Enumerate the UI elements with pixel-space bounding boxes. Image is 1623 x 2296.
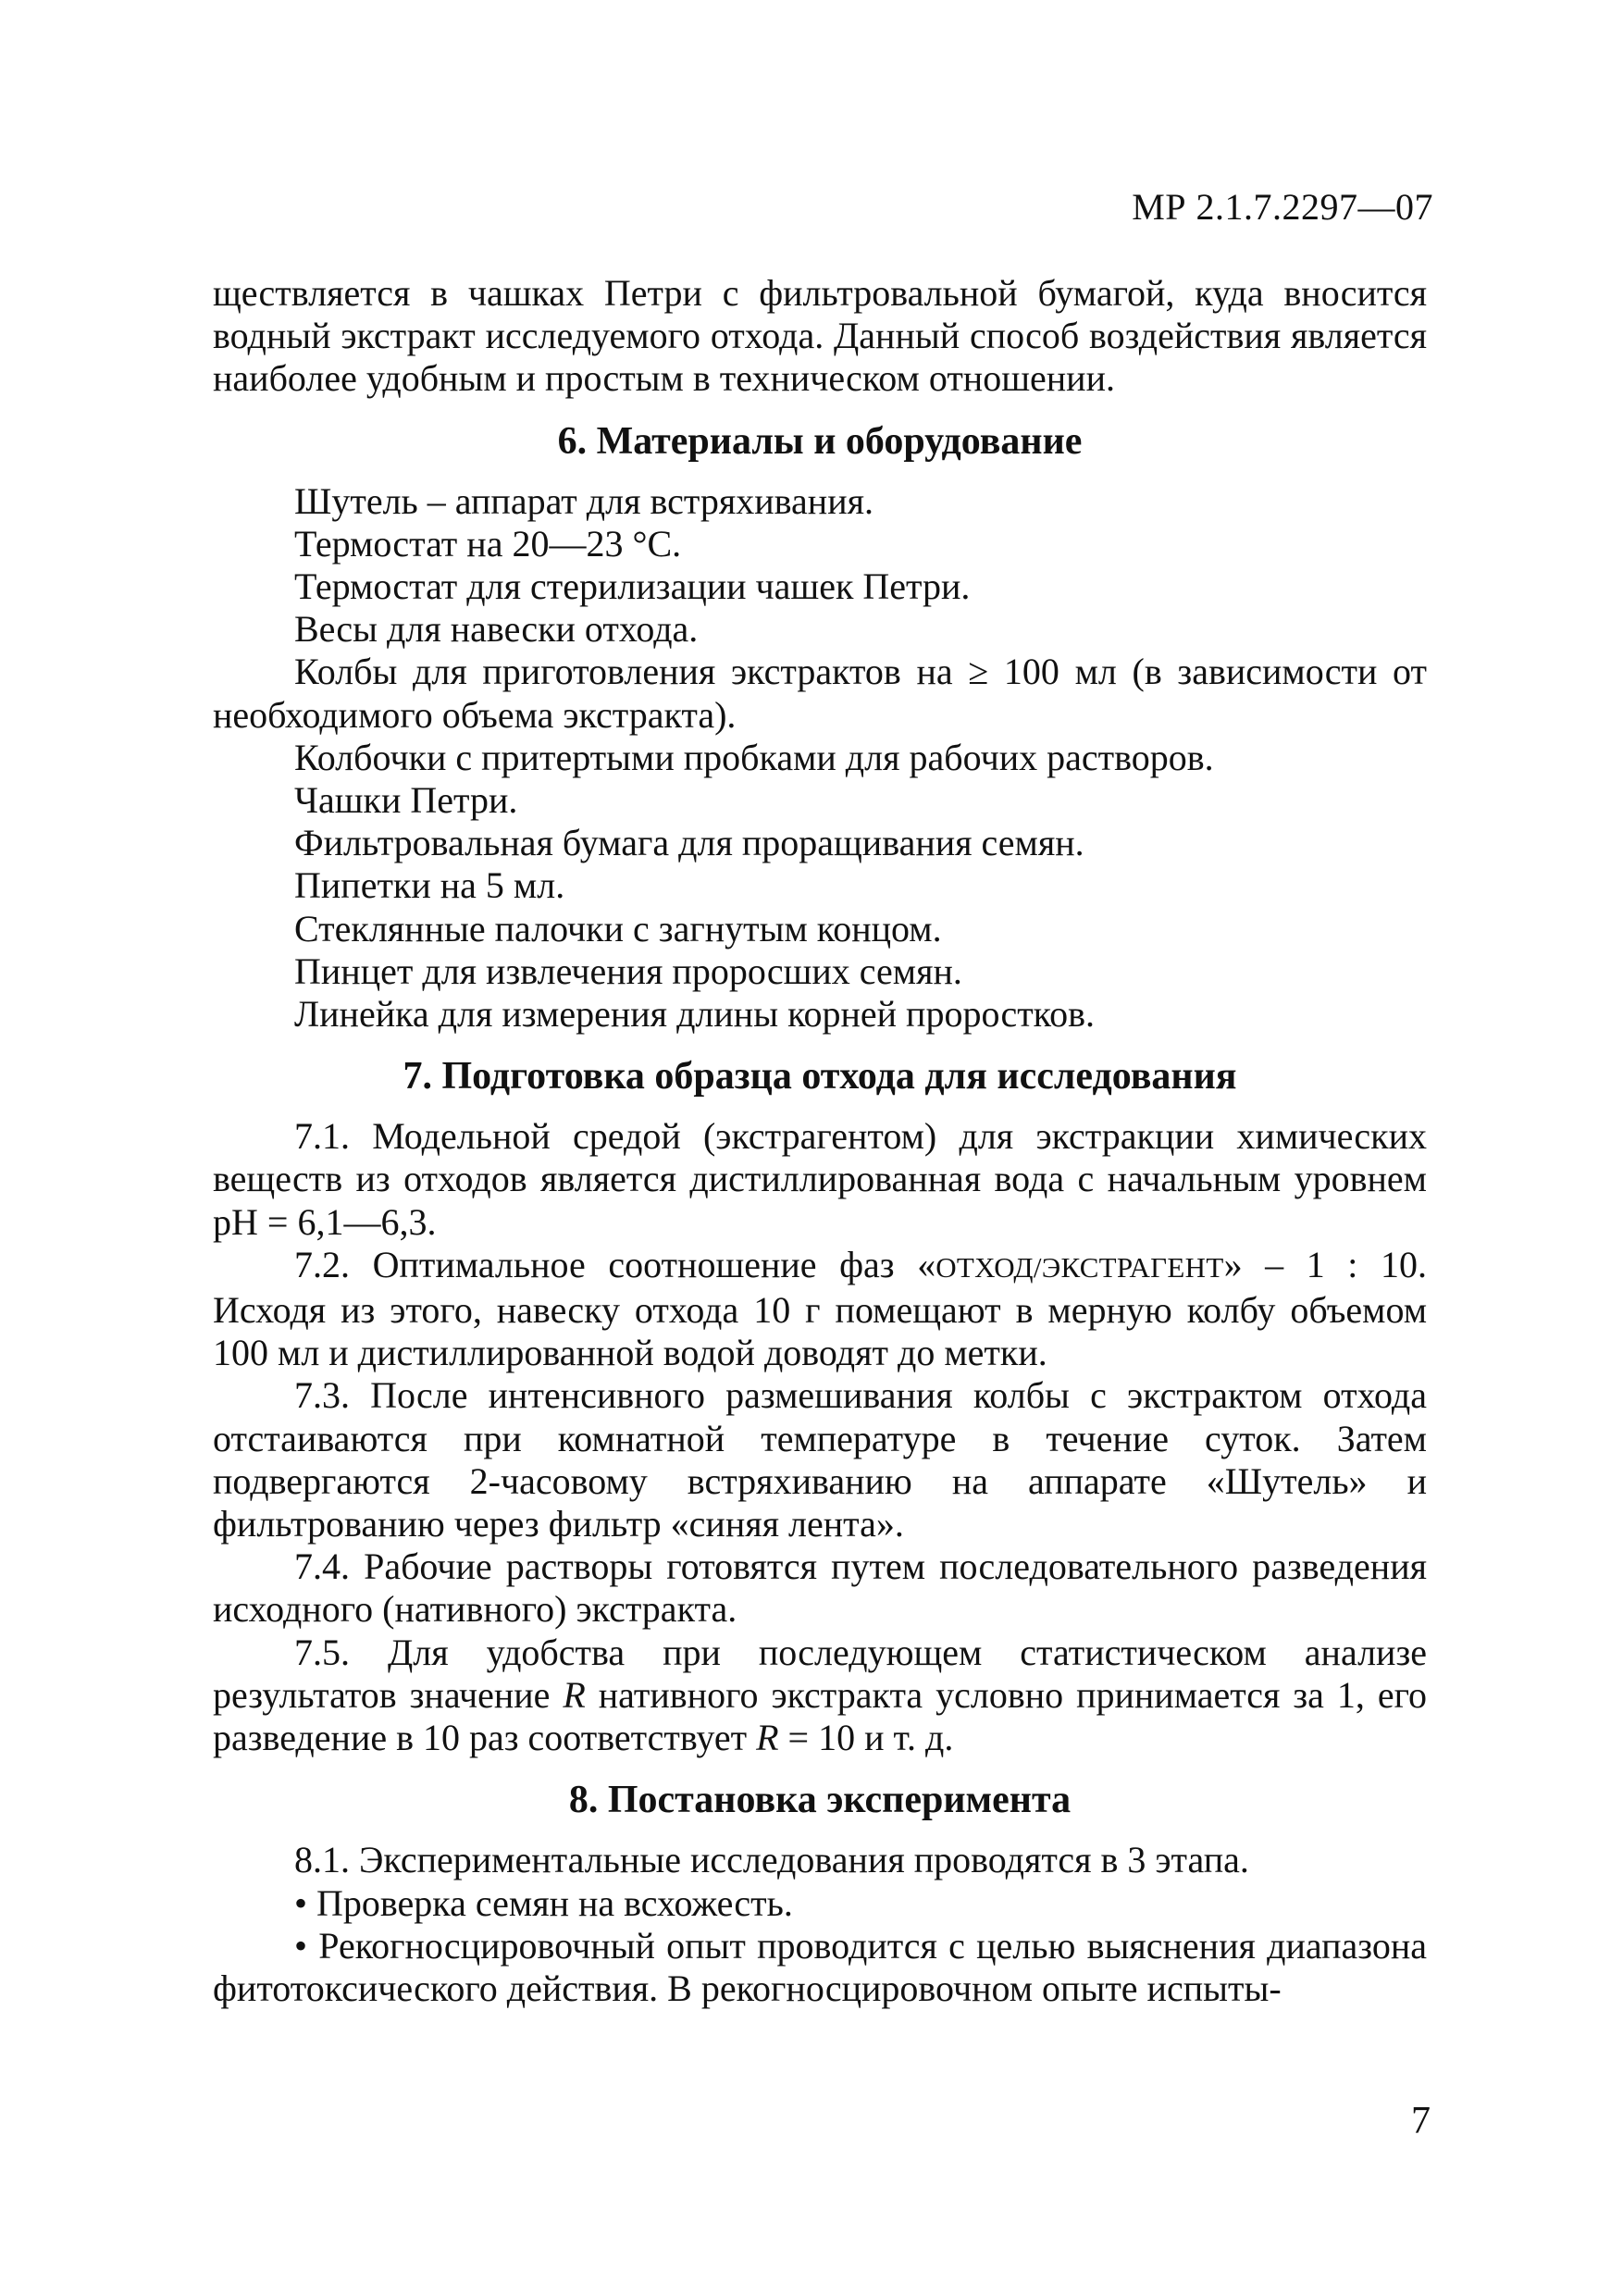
document-body xyxy=(213,272,1427,2010)
paragraph-7-5-part-b: нативного экстракта условно принимается за 1, его разведение в 10 раз соответствует xyxy=(213,1673,1427,1759)
materials-item: Термостат для стерилизации чашек Петри. xyxy=(294,565,971,608)
materials-item: Линейка для измерения длины корней проростков. xyxy=(294,993,1095,1036)
document-code: МР 2.1.7.2297—07 xyxy=(1132,186,1433,228)
paragraph-7-1: 7.1. Модельной средой (экстрагентом) для экстракции химических веществ из отходов является дистиллированная вода с начальным уровнем рН = 6,1—6,3. xyxy=(213,1115,1427,1243)
section-8-heading: 8. Постановка эксперимента xyxy=(568,1779,1072,1822)
materials-item: Пинцет для извлечения проросших семян. xyxy=(294,949,962,992)
materials-item: Фильтровальная бумага для проращивания семян. xyxy=(294,822,1084,864)
materials-item: Колбы для приготовления экстрактов на ≥ 100 мл (в зависимости от необходимого объема экстракта). xyxy=(213,651,1427,736)
section-7-heading: 7. Подготовка образца отхода для исследования xyxy=(403,1055,1237,1098)
materials-item: Пипетки на 5 мл. xyxy=(294,864,565,907)
paragraph-7-2-end: » – 1 : 10. Исходя из этого, навеску отхода 10 г помещают в мерную колбу объемом 100 мл и дистиллированной водой доводят до метки. xyxy=(213,1243,1427,1374)
page-number: 7 xyxy=(1411,2100,1431,2142)
paragraph-7-5-part-a: 7.5. Для удобства при последующем статистическом анализе результатов значение xyxy=(213,1631,1427,1716)
paragraph-7-4: 7.4. Рабочие растворы готовятся путем последовательного разведения исходного (нативного) экстракта. xyxy=(213,1545,1427,1631)
paragraph-7-2-start: 7.2. Оптимальное соотношение фаз « xyxy=(294,1243,936,1285)
paragraph-7-2 xyxy=(213,1244,1427,1375)
paragraph-7-5 xyxy=(213,1632,1427,1760)
bullet-item: • Рекогносцировочный опыт проводится с целью выяснения диапазона фитотоксического действия. В рекогносцировочном опыте испыты- xyxy=(213,1924,1427,2009)
materials-item: Колбочки с притертыми пробками для рабочих растворов. xyxy=(294,736,1214,778)
phase-ratio-term: ОТХОД/ЭКСТРАГЕНТ xyxy=(935,1250,1224,1284)
paragraph-7-5-part-c: = 10 и т. д. xyxy=(778,1717,954,1759)
paragraph-8-1: 8.1. Экспериментальные исследования проводятся в 3 этапа. xyxy=(294,1839,1249,1881)
materials-item: Шутель – аппарат для встряхивания. xyxy=(294,479,873,522)
materials-item: Весы для навески отхода. xyxy=(294,608,699,651)
materials-item: Стеклянные палочки с загнутым концом. xyxy=(294,907,942,949)
variable-r: R xyxy=(756,1717,779,1759)
variable-r: R xyxy=(563,1673,586,1716)
materials-item: Чашки Петри. xyxy=(294,779,518,822)
bullet-item: • Проверка семян на всхожесть. xyxy=(294,1881,793,1924)
section-6-heading: 6. Материалы и оборудование xyxy=(557,419,1083,463)
intro-paragraph: ществляется в чашках Петри с фильтровальной бумагой, куда вносится водный экстракт исследуемого отхода. Данный способ воздействия является наиболее удобным и простым в техническом отношении. xyxy=(213,272,1427,400)
paragraph-7-3: 7.3. После интенсивного размешивания колбы с экстрактом отхода отстаиваются при комнатной температуре в течение суток. Затем подвергаются 2-часовому встряхиванию на аппарате «Шутель» и фильтрованию через фильтр «синяя лента». xyxy=(213,1374,1427,1545)
materials-item: Термостат на 20—23 °С. xyxy=(294,522,682,565)
